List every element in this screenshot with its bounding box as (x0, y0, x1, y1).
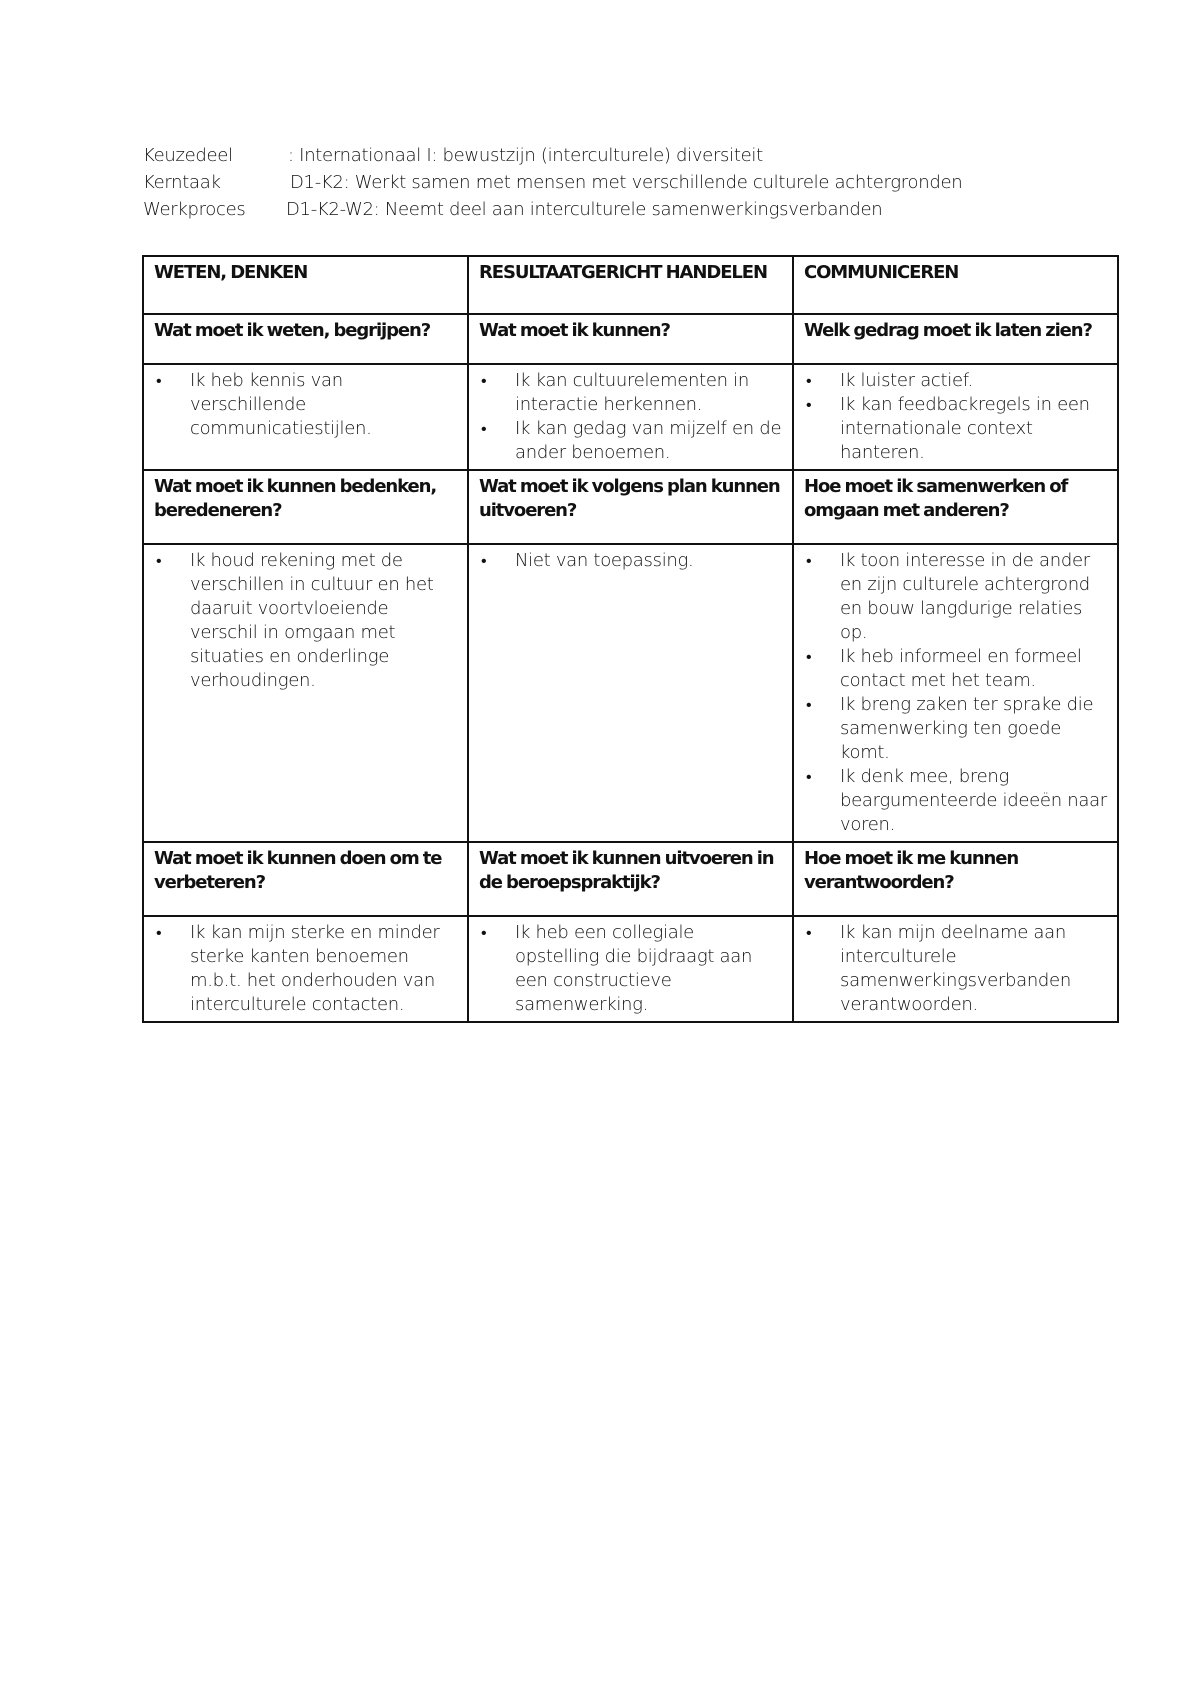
bullet-icon: • (806, 923, 812, 942)
list-item (804, 393, 1107, 465)
column-header-weten-denken: WETEN, DENKEN (143, 256, 468, 314)
answer-row (143, 916, 1118, 1022)
answer-cell (143, 544, 468, 842)
answer-cell (793, 544, 1118, 842)
answer-cell (793, 916, 1118, 1022)
list-item-text: Niet van toepassing. (515, 550, 694, 571)
column-header-communiceren: COMMUNICEREN (793, 256, 1118, 314)
list-item (479, 369, 782, 417)
question-cell: Wat moet ik weten, begrijpen? (143, 314, 468, 364)
bullet-list (154, 369, 457, 441)
answer-cell (468, 916, 793, 1022)
bullet-list (804, 369, 1107, 465)
list-item-text: Ik kan feedbackregels in een internationale context hanteren. (840, 394, 1090, 463)
bullet-icon: • (156, 371, 162, 390)
bullet-list (154, 549, 457, 693)
list-item-text: Ik heb kennis van verschillende communicatiestijlen. (190, 370, 372, 439)
bullet-list (479, 921, 782, 1017)
question-cell: Hoe moet ik me kunnen verantwoorden? (793, 842, 1118, 916)
competence-table (142, 255, 1119, 1023)
bullet-list (804, 921, 1107, 1017)
bullet-icon: • (806, 695, 812, 714)
keuzedeel-line (143, 142, 1103, 169)
list-item-text: Ik kan cultuurelementen in interactie herkennen. (515, 370, 749, 415)
list-item (804, 765, 1107, 837)
bullet-icon: • (806, 371, 812, 390)
werkproces-line (143, 196, 1103, 223)
list-item-text: Ik heb informeel en formeel contact met het team. (840, 646, 1082, 691)
column-header-row (143, 256, 1118, 314)
document-header (143, 142, 1103, 223)
answer-cell (468, 364, 793, 470)
bullet-list (804, 549, 1107, 837)
list-item (154, 369, 457, 441)
list-item (804, 693, 1107, 765)
list-item (479, 549, 782, 573)
question-cell: Wat moet ik kunnen bedenken, beredeneren? (143, 470, 468, 544)
bullet-icon: • (806, 647, 812, 666)
question-cell: Wat moet ik kunnen uitvoeren in de beroepspraktijk? (468, 842, 793, 916)
question-cell: Wat moet ik volgens plan kunnen uitvoeren? (468, 470, 793, 544)
bullet-icon: • (806, 395, 812, 414)
werkproces-label: Werkproces (143, 199, 246, 220)
bullet-icon: • (481, 551, 487, 570)
bullet-list (154, 921, 457, 1017)
bullet-list (479, 549, 782, 573)
keuzedeel-value: : Internationaal I: bewustzijn (interculturele) diversiteit (288, 145, 763, 166)
list-item (804, 645, 1107, 693)
bullet-icon: • (806, 767, 812, 786)
bullet-icon: • (156, 923, 162, 942)
werkproces-value: D1-K2-W2: Neemt deel aan interculturele samenwerkingsverbanden (286, 199, 883, 220)
kerntaak-label: Kerntaak (143, 172, 221, 193)
list-item (154, 549, 457, 693)
bullet-icon: • (481, 371, 487, 390)
bullet-icon: • (156, 551, 162, 570)
list-item (479, 417, 782, 465)
list-item (154, 921, 457, 1017)
list-item (479, 921, 782, 1017)
question-cell: Wat moet ik kunnen? (468, 314, 793, 364)
question-cell: Wat moet ik kunnen doen om te verbeteren? (143, 842, 468, 916)
list-item (804, 549, 1107, 645)
kerntaak-line (143, 169, 1103, 196)
list-item-text: Ik breng zaken ter sprake die samenwerking ten goede komt. (840, 694, 1094, 763)
answer-cell (468, 544, 793, 842)
question-cell: Hoe moet ik samenwerken of omgaan met anderen? (793, 470, 1118, 544)
question-row (143, 470, 1118, 544)
question-row (143, 314, 1118, 364)
list-item-text: Ik kan mijn deelname aan interculturele samenwerkingsverbanden verantwoorden. (840, 922, 1071, 1015)
answer-cell (143, 364, 468, 470)
bullet-icon: • (481, 419, 487, 438)
list-item-text: Ik denk mee, breng beargumenteerde ideeën naar voren. (840, 766, 1107, 835)
answer-row (143, 364, 1118, 470)
list-item-text: Ik houd rekening met de verschillen in cultuur en het daaruit voortvloeiende verschil in omgaan met situaties en onderlinge verhoudingen. (190, 550, 434, 691)
list-item-text: Ik luister actief. (840, 370, 973, 391)
bullet-icon: • (481, 923, 487, 942)
list-item-text: Ik toon interesse in de ander en zijn culturele achtergrond en bouw langdurige relaties op. (840, 550, 1090, 643)
answer-cell (793, 364, 1118, 470)
question-cell: Welk gedrag moet ik laten zien? (793, 314, 1118, 364)
kerntaak-value: D1-K2: Werkt samen met mensen met verschillende culturele achtergronden (290, 172, 963, 193)
question-row (143, 842, 1118, 916)
answer-row (143, 544, 1118, 842)
keuzedeel-label: Keuzedeel (143, 145, 233, 166)
answer-cell (143, 916, 468, 1022)
list-item-text: Ik kan mijn sterke en minder sterke kanten benoemen m.b.t. het onderhouden van interculturele contacten. (190, 922, 440, 1015)
list-item-text: Ik kan gedag van mijzelf en de ander benoemen. (515, 418, 782, 463)
bullet-icon: • (806, 551, 812, 570)
list-item (804, 921, 1107, 1017)
bullet-list (479, 369, 782, 465)
column-header-resultaatgericht-handelen: RESULTAATGERICHT HANDELEN (468, 256, 793, 314)
list-item-text: Ik heb een collegiale opstelling die bijdraagt aan een constructieve samenwerking. (515, 922, 753, 1015)
list-item (804, 369, 1107, 393)
